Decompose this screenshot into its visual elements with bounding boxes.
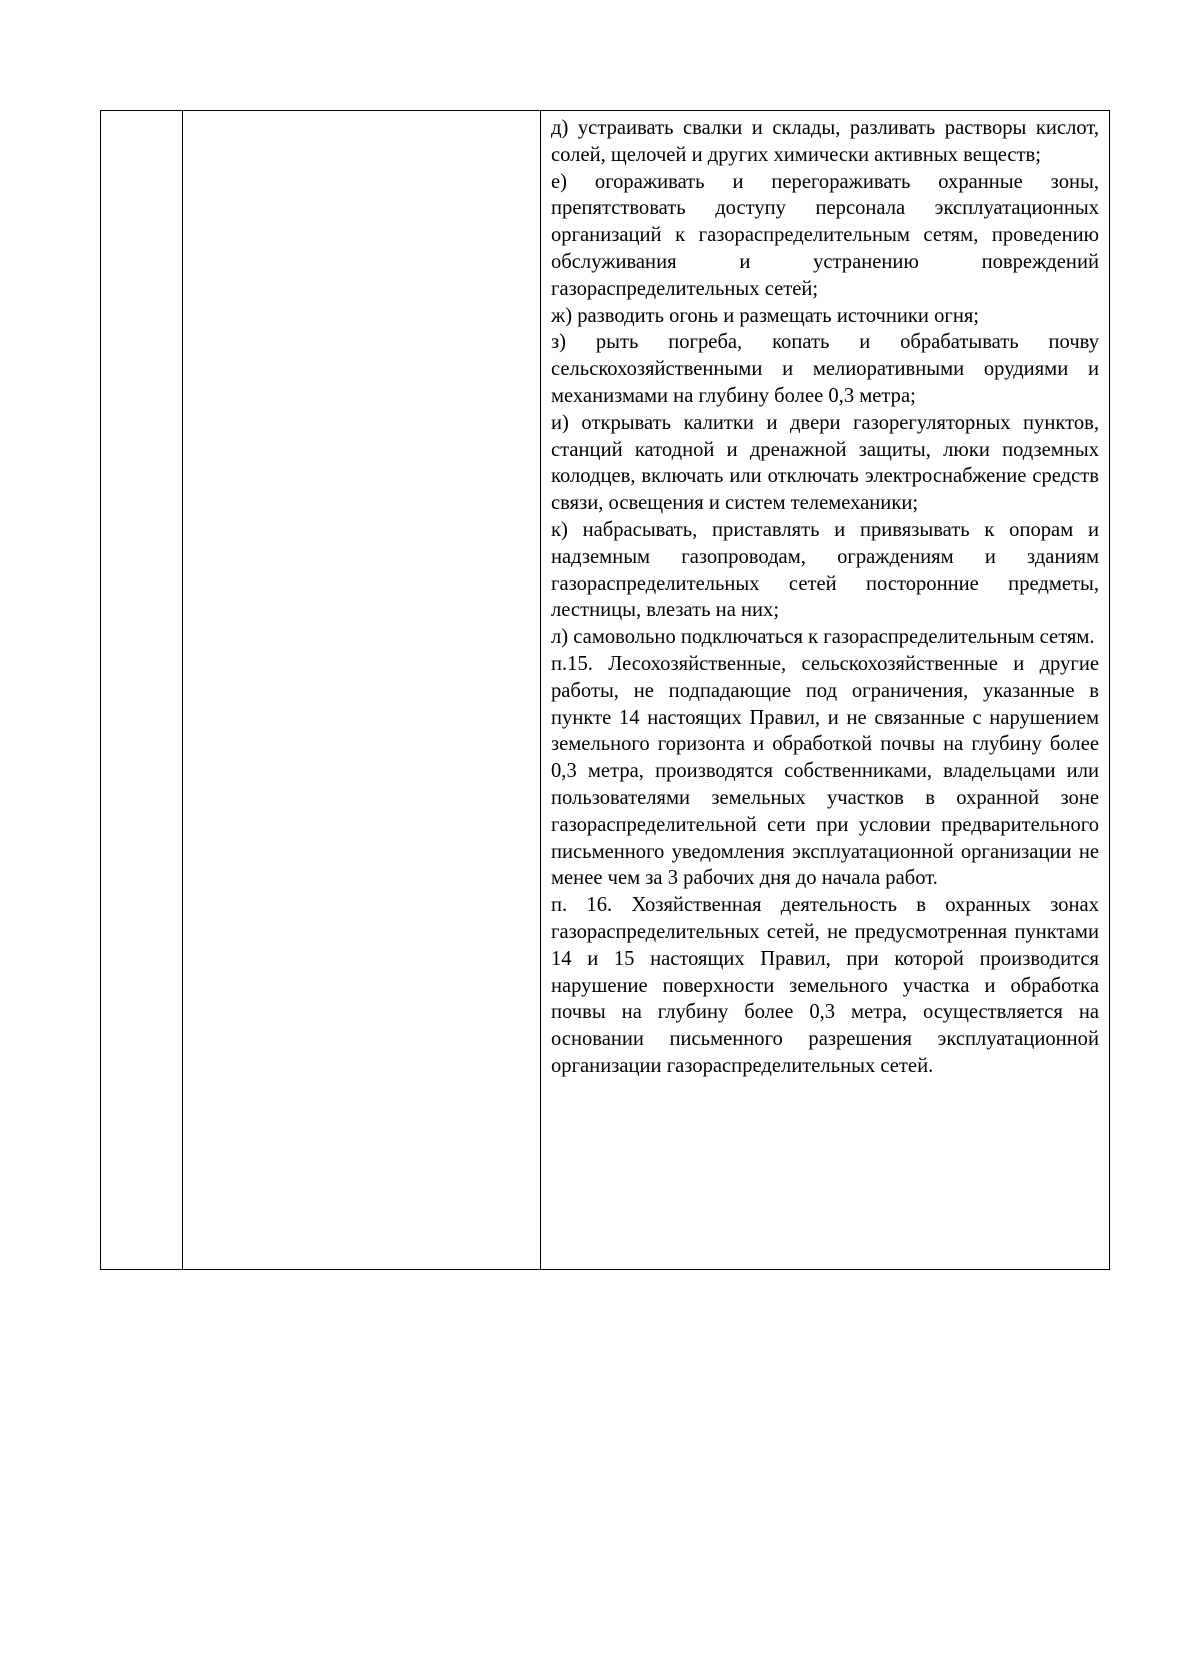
restriction-item-zh: ж) разводить огонь и размещать источники огня; bbox=[551, 304, 980, 327]
restriction-item-k: к) набрасывать, приставлять и привязывать к опорам и надземным газопроводам, ограждениям и зданиям газораспределительных сетей посторонние предметы, лестницы, влезать на них; bbox=[551, 518, 1099, 622]
restriction-item-l: л) самовольно подключаться к газораспределительным сетям. bbox=[551, 626, 1095, 649]
restriction-item-i: и) открывать калитки и двери газорегуляторных пунктов, станций катодной и дренажной защиты, люки подземных колодцев, включать или отключать электроснабжение средств связи, освещения и систем телемеханики; bbox=[551, 411, 1099, 515]
document-table bbox=[100, 110, 1110, 1270]
restriction-item-z: з) рыть погреба, копать и обрабатывать почву сельскохозяйственными и мелиоративными орудиями и механизмами на глубину более 0,3 метра; bbox=[551, 331, 1099, 407]
table-cell-number bbox=[101, 111, 183, 1269]
rule-paragraph-15: п.15. Лесохозяйственные, сельскохозяйственные и другие работы, не подпадающие под ограничения, указанные в пункте 14 настоящих Правил, и не связанные с нарушением земельного горизонта и обработкой почвы на глубину более 0,3 метра, производятся собственниками, владельцами или пользователями земельных участков в охранной зоне газораспределительной сети при условии предварительного письменного уведомления эксплуатационной организации не менее чем за 3 рабочих дня до начала работ. bbox=[551, 652, 1099, 890]
rule-paragraph-16: п. 16. Хозяйственная деятельность в охранных зонах газораспределительных сетей, не предусмотренная пунктами 14 и 15 настоящих Правил, при которой производится нарушение поверхности земельного участка и обработка почвы на глубину более 0,3 метра, осуществляется на основании письменного разрешения эксплуатационной организации газораспределительных сетей. bbox=[551, 894, 1099, 1077]
restriction-item-e: е) огораживать и перегораживать охранные зоны, препятствовать доступу персонала эксплуатационных организаций к газораспределительным сетям, проведению обслуживания и устранению повреждений газораспределительных сетей; bbox=[551, 170, 1099, 300]
restriction-item-d: д) устраивать свалки и склады, разливать растворы кислот, солей, щелочей и других химически активных веществ; bbox=[551, 117, 1099, 166]
table-cell-restrictions bbox=[541, 111, 1109, 1269]
table-cell-object bbox=[183, 111, 541, 1269]
